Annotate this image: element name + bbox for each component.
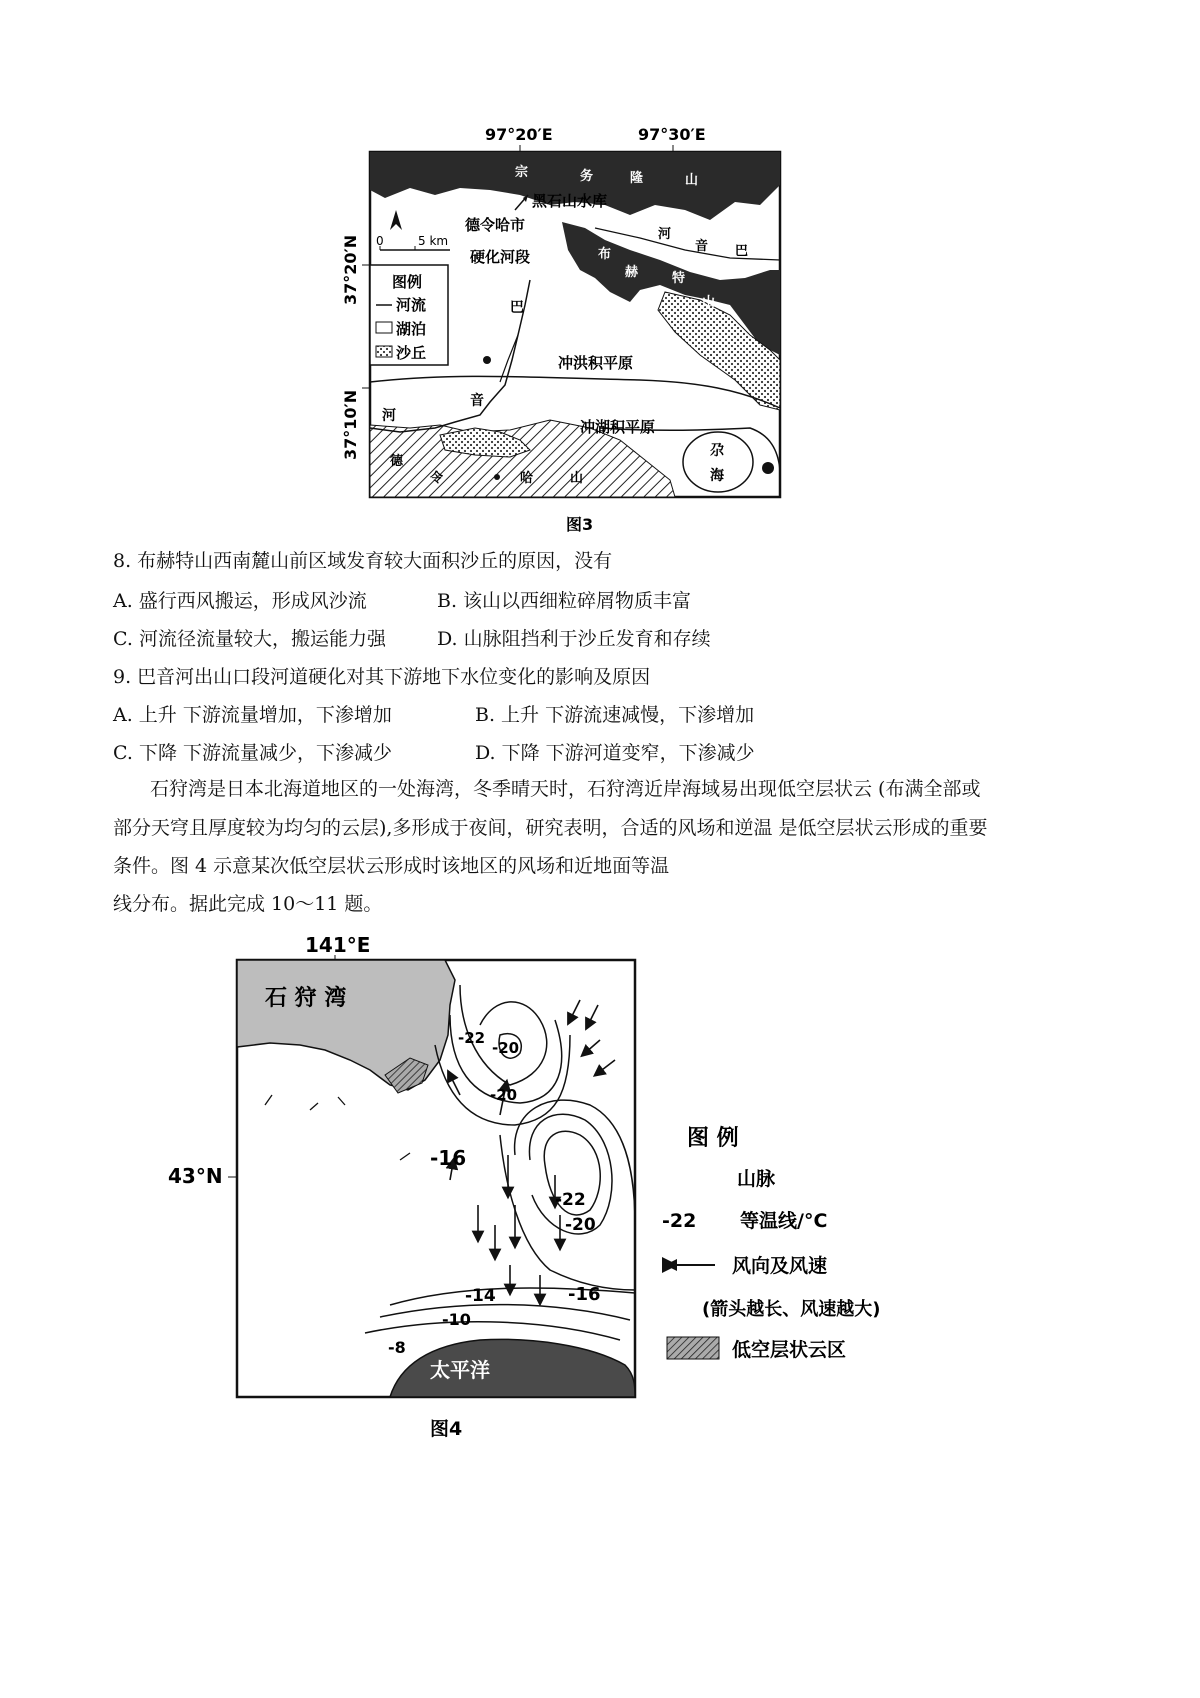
passage-line-2: 部分天穹且厚度较为均匀的云层),多形成于夜间，研究表明，合适的风场和逆温 是低空层状云形成的重要 — [113, 817, 988, 839]
ga-lake-2: 海 — [710, 468, 724, 484]
reservoir-label: 黑石山水库 — [532, 192, 608, 210]
q8-option-d: D. 山脉阻挡利于沙丘发育和存续 — [437, 628, 711, 650]
lon-label-1: 97°20′E — [485, 125, 553, 144]
legend3-river: 河流 — [396, 296, 427, 314]
q9-option-c: C. 下降 下游流量减少，下渗减少 — [113, 742, 392, 764]
buhete-1: 布 — [598, 247, 612, 262]
q8-option-a: A. 盛行西风搬运，形成风沙流 — [113, 590, 367, 612]
scale-distance: 5 km — [418, 234, 449, 248]
lat-label-1: 37°20′N — [341, 234, 360, 305]
river-char-yin: 音 — [470, 393, 484, 409]
isotherm-label-7: -16 — [568, 1284, 601, 1305]
q9-option-d: D. 下降 下游河道变窄，下渗减少 — [475, 742, 755, 764]
q8-option-b: B. 该山以西细粒碎屑物质丰富 — [437, 590, 692, 612]
lake-plain-label: 冲湖积平原 — [580, 418, 656, 436]
legend4-cloud: 低空层状云区 — [732, 1339, 847, 1361]
legend4-isotherm-value: -22 — [662, 1210, 697, 1232]
scale-zero: 0 — [376, 234, 384, 248]
passage-line-1: 石狩湾是日本北海道地区的一处海湾，冬季晴天时，石狩湾近岸海域易出现低空层状云 (布满全部或 — [150, 778, 981, 800]
city-label: 德令哈市 — [465, 216, 526, 234]
legend3-title: 图例 — [392, 273, 423, 291]
zongwu-3: 隆 — [630, 171, 644, 186]
lon-label-2: 97°30′E — [638, 125, 706, 144]
question-8-stem: 8. 布赫特山西南麓山前区域发育较大面积沙丘的原因，没有 — [113, 550, 613, 572]
isotherm-label-8: -14 — [465, 1286, 496, 1306]
q8-option-c: C. 河流径流量较大，搬运能力强 — [113, 628, 386, 650]
legend3-sand: 沙丘 — [396, 344, 427, 362]
river-char-he: 河 — [382, 408, 396, 424]
city-dot — [483, 356, 491, 364]
legend4-wind-note: (箭头越长、风速越大) — [702, 1299, 881, 1320]
river-east-ba: 巴 — [735, 244, 749, 259]
lat-43-label: 43°N — [168, 1164, 223, 1188]
river-east-yin: 音 — [695, 239, 709, 254]
buhete-3: 特 — [672, 271, 686, 286]
zongwu-2: 务 — [580, 169, 594, 184]
legend3-lake: 湖泊 — [396, 320, 427, 338]
figure-3-map — [340, 110, 860, 540]
delingha-1: 德 — [390, 454, 404, 469]
alluvial-plain-label: 冲洪积平原 — [558, 354, 634, 372]
legend4-isotherm: 等温线/°C — [740, 1210, 828, 1232]
figure-4-map — [160, 925, 950, 1445]
q9-option-b: B. 上升 下游流速减慢，下渗增加 — [475, 704, 755, 726]
isotherm-label-2: -20 — [492, 1039, 520, 1057]
ga-lake-1: 尕 — [710, 443, 724, 459]
hardened-label: 硬化河段 — [470, 248, 531, 266]
isotherm-label-1: -22 — [458, 1029, 486, 1047]
figure4-caption: 图4 — [430, 1418, 463, 1440]
passage-line-4: 线分布。据此完成 10～11 题。 — [113, 893, 383, 915]
isotherm-label-3: -20 — [490, 1086, 518, 1104]
wind-arrow-icon — [665, 1259, 677, 1271]
legend4-wind: 风向及风速 — [732, 1255, 828, 1277]
lat-label-2: 37°10′N — [341, 389, 360, 460]
zongwu-4: 山 — [685, 173, 699, 188]
delingha-2: 令 — [430, 471, 444, 486]
river-char-ba: 巴 — [510, 300, 524, 316]
passage-line-3: 条件。图 4 示意某次低空层状云形成时该地区的风场和近地面等温 — [113, 855, 670, 877]
question-9-stem: 9. 巴音河出山口段河道硬化对其下游地下水位变化的影响及原因 — [113, 666, 651, 688]
isotherm-label-5: -22 — [555, 1190, 586, 1210]
legend4-mountain: 山脉 — [737, 1168, 776, 1190]
isotherm-label-10: -8 — [388, 1338, 406, 1357]
figure3-caption: 图3 — [566, 515, 594, 534]
isotherm-label-4: -16 — [430, 1146, 467, 1170]
zongwu-1: 宗 — [515, 165, 529, 180]
buhete-4: 山 — [702, 295, 716, 310]
river-east-he: 河 — [658, 227, 672, 242]
isotherm-label-6: -20 — [565, 1215, 596, 1235]
pacific-ocean-label: 太平洋 — [430, 1358, 490, 1382]
q9-option-a: A. 上升 下游流量增加，下渗增加 — [113, 704, 392, 726]
ishikari-bay-label: 石 狩 湾 — [265, 986, 347, 1011]
lon-141-label: 141°E — [305, 933, 371, 957]
legend4-title: 图 例 — [687, 1126, 739, 1151]
delingha-4: 山 — [570, 471, 584, 486]
isotherm-label-9: -10 — [442, 1310, 471, 1329]
delingha-3: 哈 — [520, 471, 534, 486]
legend4-cloud-swatch — [667, 1337, 719, 1359]
buhete-2: 赫 — [625, 265, 639, 280]
